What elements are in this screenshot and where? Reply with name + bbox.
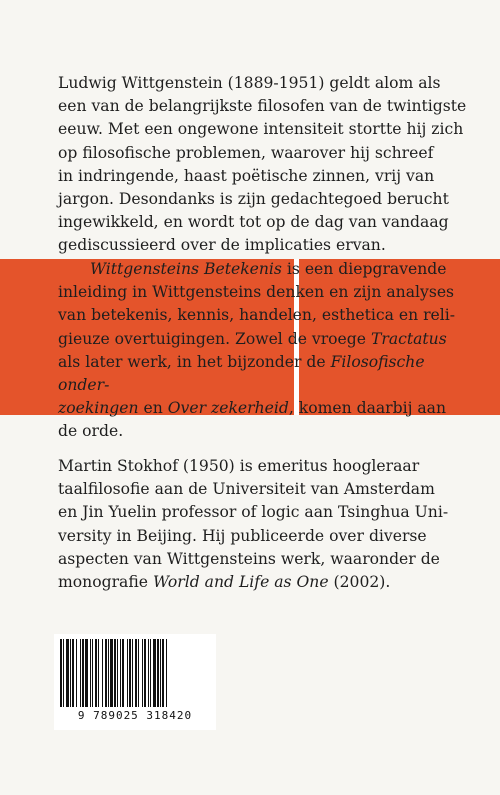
barcode-bar xyxy=(144,639,146,707)
barcode-bar xyxy=(92,639,93,707)
barcode-bar xyxy=(122,639,124,707)
barcode-bar xyxy=(102,639,103,707)
text-line: Ludwig Wittgenstein (1889-1951) geldt alom als xyxy=(58,74,441,92)
barcode-bar xyxy=(157,639,159,707)
text-line: en Jin Yuelin professor of logic aan Tsinghua Uni- xyxy=(58,503,449,522)
barcode-bar xyxy=(114,639,116,707)
isbn-number: 9 789025 318420 xyxy=(77,709,193,722)
text-line: Martin Stokhof (1950) is emeritus hoogleraar xyxy=(58,457,420,475)
work-title: World and Life as One xyxy=(152,573,329,592)
work-title: Filosofische onder- xyxy=(58,352,425,395)
text-line: eeuw. Met een ongewone intensiteit stortte hij zich xyxy=(58,120,464,139)
barcode-bar xyxy=(70,639,71,707)
barcode-bar xyxy=(150,639,151,707)
barcode-bar xyxy=(72,639,74,707)
author-bio-paragraph xyxy=(58,455,468,594)
barcode-icon xyxy=(60,639,210,707)
book-description-paragraph xyxy=(58,258,468,444)
text-line: zoekingen en Over zekerheid, komen daarbij aan xyxy=(58,399,447,418)
text-line: monografie World and Life as One (2002). xyxy=(58,573,391,592)
barcode-bar xyxy=(80,639,81,707)
barcode-bar xyxy=(148,639,149,707)
barcode-bar xyxy=(95,639,97,707)
barcode-bar xyxy=(98,639,99,707)
barcode-bar xyxy=(138,639,139,707)
text-line: als later werk, in het bijzonder de Filosofische onder- xyxy=(58,352,425,395)
barcode-bar xyxy=(105,639,107,707)
barcode-bar xyxy=(153,639,156,707)
book-title: Wittgensteins Betekenis xyxy=(90,260,282,278)
barcode-bar xyxy=(60,639,62,707)
barcode-bar xyxy=(76,639,77,707)
barcode-bar xyxy=(132,639,133,707)
intro-paragraph xyxy=(58,72,468,258)
barcode-bar xyxy=(127,639,128,707)
text-line: gieuze overtuigingen. Zowel de vroege Tractatus xyxy=(58,329,447,348)
text-line: in indringende, haast poëtische zinnen, vrij van xyxy=(58,166,435,185)
work-title: zoekingen xyxy=(58,399,139,418)
barcode-bar xyxy=(166,639,167,707)
barcode-bar xyxy=(90,639,91,707)
barcode-bar xyxy=(162,639,164,707)
barcode-bar xyxy=(82,639,84,707)
barcode-bar xyxy=(63,639,64,707)
text-line: jargon. Desondanks is zijn gedachtegoed berucht xyxy=(58,190,449,209)
work-title: Over zekerheid xyxy=(167,399,289,418)
text-line: de orde. xyxy=(58,422,124,441)
text-line: Wittgensteins Betekenis is een diepgravende xyxy=(90,260,447,278)
text-line: aspecten van Wittgensteins werk, waaronder de xyxy=(58,549,440,568)
isbn-barcode xyxy=(54,634,216,730)
text-line: taalfilosofie aan de Universiteit van Amsterdam xyxy=(58,480,435,499)
barcode-bar xyxy=(129,639,131,707)
barcode-bar xyxy=(160,639,161,707)
barcode-bar xyxy=(142,639,143,707)
text-line: gediscussieerd over de implicaties ervan. xyxy=(58,236,386,255)
text-line: versity in Beijing. Hij publiceerde over diverse xyxy=(58,526,427,545)
barcode-bar xyxy=(120,639,121,707)
text-line: een van de belangrijkste filosofen van de twintigste xyxy=(58,97,467,116)
barcode-bar xyxy=(117,639,118,707)
work-title: Tractatus xyxy=(370,329,447,348)
barcode-bar xyxy=(66,639,69,707)
barcode-bar xyxy=(110,639,113,707)
text-line: inleiding in Wittgensteins denken en zijn analyses xyxy=(58,283,455,302)
barcode-bar xyxy=(108,639,109,707)
barcode-bar xyxy=(85,639,88,707)
barcode-bar xyxy=(135,639,137,707)
text-line: van betekenis, kennis, handelen, esthetica en reli- xyxy=(58,306,456,325)
text-line: op filosofische problemen, waarover hij schreef xyxy=(58,143,434,162)
text-line: ingewikkeld, en wordt tot op de dag van vandaag xyxy=(58,213,449,232)
